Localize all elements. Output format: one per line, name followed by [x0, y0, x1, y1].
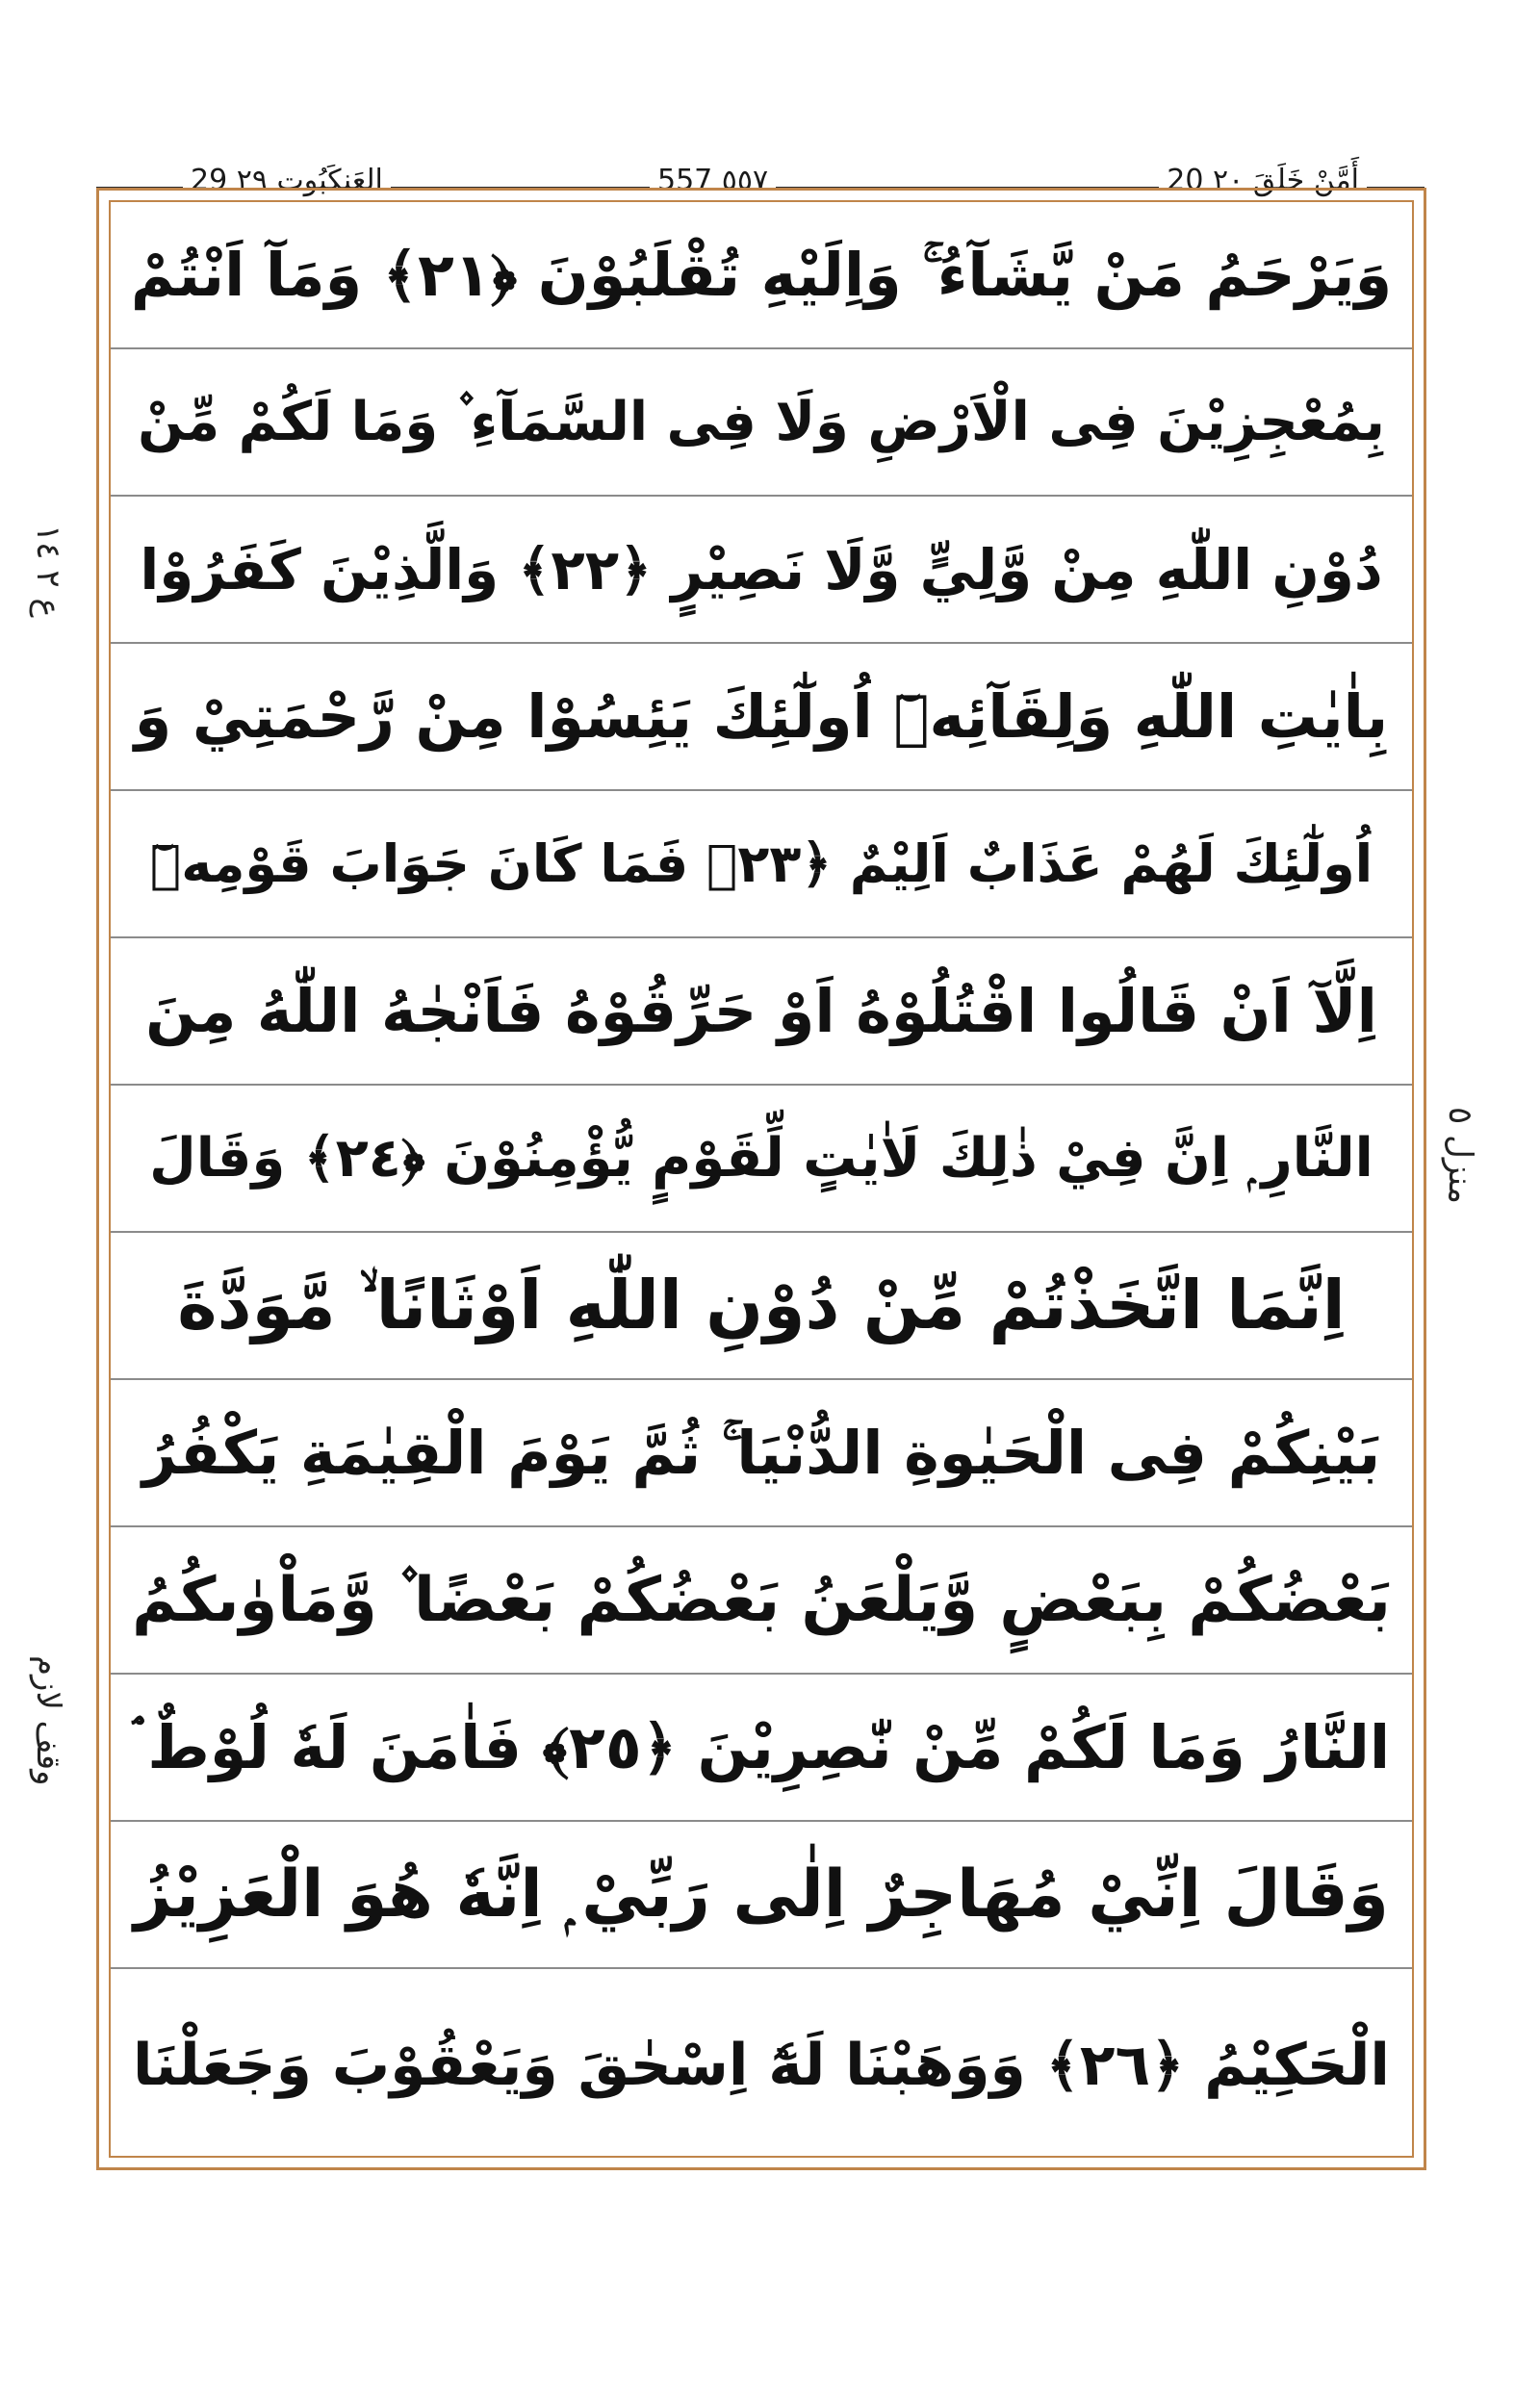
text-line-9: بَيْنِكُمْ فِى الْحَيٰوةِ الدُّنْيَا ۚ ثُمَّ يَوْمَ الْقِيٰمَةِ يَكْفُرُ: [111, 1380, 1412, 1527]
text-line-12: وَقَالَ اِنِّيْ مُهَاجِرٌ اِلٰى رَبِّيْ ۭ اِنَّهٗ هُوَ الْعَزِيْزُ: [111, 1822, 1412, 1969]
text-line-7: النَّارِ ۭ اِنَّ فِيْ ذٰلِكَ لَاٰيٰتٍ لِّقَوْمٍ يُّؤْمِنُوْنَ ﴿٢٤﴾ وَقَالَ: [111, 1086, 1412, 1233]
text-area: [109, 200, 1414, 2158]
text-line-13: الْحَكِيْمُ ﴿٢٦﴾ وَوَهَبْنَا لَهٗٓ اِسْحٰقَ وَيَعْقُوْبَ وَجَعَلْنَا: [133, 2032, 1390, 2099]
text-line-6: اِلَّآ اَنْ قَالُوا اقْتُلُوْهُ اَوْ حَرِّقُوْهُ فَاَنْجٰهُ اللّٰهُ مِنَ: [111, 938, 1412, 1086]
surah-name-label: 29 العَنكَبُوت ٢٩: [183, 162, 391, 200]
page-border: [96, 188, 1426, 2170]
text-line-2: بِمُعْجِزِيْنَ فِى الْاَرْضِ وَلَا فِى السَّمَآءِ ۫ وَمَا لَكُمْ مِّنْ: [111, 349, 1412, 497]
text-line-8: اِنَّمَا اتَّخَذْتُمْ مِّنْ دُوْنِ اللّٰهِ اَوْثَانًا ۙ مَّوَدَّةَ: [111, 1233, 1412, 1380]
text-line-3: دُوْنِ اللّٰهِ مِنْ وَّلِيٍّ وَّلَا نَصِيْرٍ ﴿٢٢﴾ وَالَّذِيْنَ كَفَرُوْا: [111, 497, 1412, 644]
text-line-10: بَعْضُكُمْ بِبَعْضٍ وَّيَلْعَنُ بَعْضُكُمْ بَعْضًا ۫ وَّمَاْوٰىكُمُ: [111, 1527, 1412, 1675]
waqf-note: وقف لازم: [29, 1655, 67, 1786]
text-line-5: اُولٰٓئِكَ لَهُمْ عَذَابٌ اَلِيْمٌ ﴿٢٣﴾ فَمَا كَانَ جَوَابَ قَوْمِهٖٓ: [111, 791, 1412, 938]
text-line-1: وَيَرْحَمُ مَنْ يَّشَآءُ ۚ وَاِلَيْهِ تُقْلَبُوْنَ ﴿٢١﴾ وَمَآ اَنْتُمْ: [111, 202, 1412, 349]
text-line-11: النَّارُ وَمَا لَكُمْ مِّنْ نّٰصِرِيْنَ ﴿٢٥﴾ فَاٰمَنَ لَهٗ لُوْطٌ ۘ: [111, 1675, 1412, 1822]
ruku-marker: ع ٢ ١٤: [29, 525, 67, 618]
text-line-4: بِاٰيٰتِ اللّٰهِ وَلِقَآئِهٖٓ اُولٰٓئِكَ يَئِسُوْا مِنْ رَّحْمَتِيْ وَ: [111, 644, 1412, 791]
manzil-marker: منزل ٥: [1441, 1107, 1479, 1205]
page-number: 557 ٥٥٧: [650, 162, 776, 200]
juz-name-label: 20 أَمَّنْ خَلَقَ ٢٠: [1159, 162, 1367, 200]
